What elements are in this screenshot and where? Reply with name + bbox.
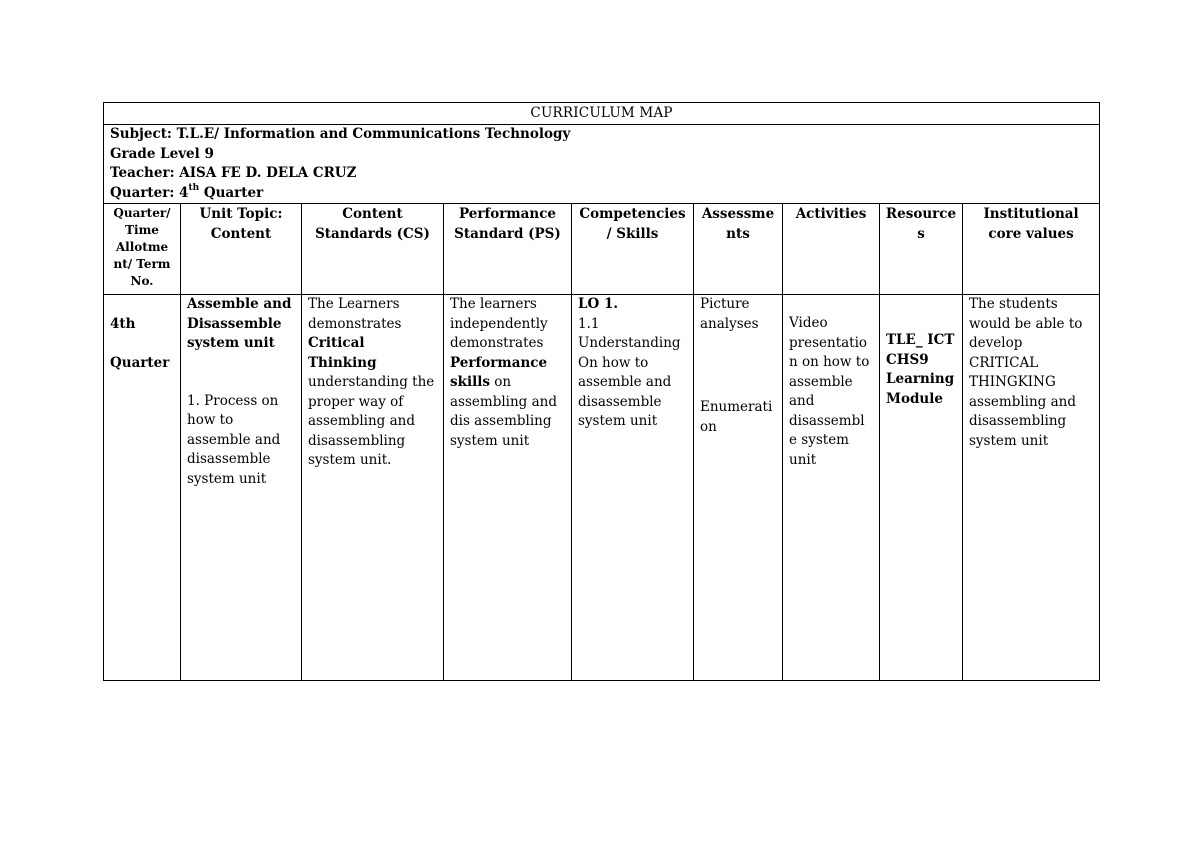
teacher-line: Teacher: AISA FE D. DELA CRUZ xyxy=(110,165,357,181)
unit-item: 1. Process on how to assemble and disassemble system unit xyxy=(187,392,281,487)
header-quarter-time: Quarter/ Time Allotme nt/ Term No. xyxy=(104,204,181,295)
header-assessments: Assessme nts xyxy=(694,204,783,295)
cell-competencies: LO 1. 1.1 Understanding On how to assemble and disassemble system unit xyxy=(572,295,694,681)
cell-activities: Video presentatio n on how to assemble and disassembl e system unit xyxy=(783,295,880,681)
map-title-cell xyxy=(104,103,1100,125)
curriculum-map-table xyxy=(103,102,1100,681)
cell-resources: TLE_ ICT CHS9 Learning Module xyxy=(880,295,963,681)
cell-core-values: The students would be able to develop CRITICAL THINGKING assembling and disassembling system unit xyxy=(963,295,1100,681)
subject-line: Subject: T.L.E/ Information and Communications Technology xyxy=(110,126,571,142)
cell-content-standards: The Learners demonstrates Critical Thinking understanding the proper way of assembling and disassembling system unit. xyxy=(302,295,444,681)
quarter-line: Quarter: 4th Quarter xyxy=(110,183,264,201)
info-block xyxy=(104,125,1100,204)
header-unit-topic: Unit Topic: Content xyxy=(181,204,302,295)
cell-performance-standard: The learners independently demonstrates Performance skills on assembling and dis assembling system unit xyxy=(444,295,572,681)
grade-line: Grade Level 9 xyxy=(110,145,214,162)
header-resources: Resource s xyxy=(880,204,963,295)
header-competencies: Competencies / Skills xyxy=(572,204,694,295)
cell-assessments: Picture analyses Enumerati on xyxy=(694,295,783,681)
header-activities: Activities xyxy=(783,204,880,295)
map-title: CURRICULUM MAP xyxy=(530,105,673,121)
cell-quarter: 4th Quarter xyxy=(104,295,181,681)
header-core-values: Institutional core values xyxy=(963,204,1100,295)
header-content-standards: Content Standards (CS) xyxy=(302,204,444,295)
cell-unit-topic xyxy=(181,295,302,681)
header-performance-standard: Performance Standard (PS) xyxy=(444,204,572,295)
unit-title: Assemble and Disassemble system unit xyxy=(187,296,292,351)
